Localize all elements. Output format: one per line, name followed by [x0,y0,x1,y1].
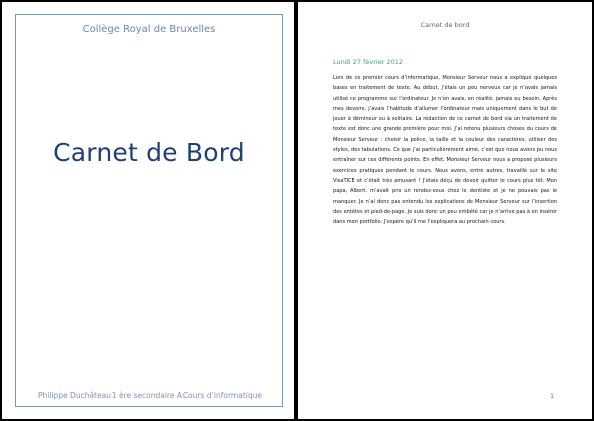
cover-footer [16,391,282,400]
cover-page[interactable] [2,2,294,419]
page-number: 1 [550,393,554,400]
cover-title: Carnet de Bord [53,138,245,167]
cover-footer-course: Cours d’informatique [182,391,262,400]
entry-body-text: Lors de ce premier cours d’informatique, Monsieur Serveur nous a expliqué quelques bases en traitement de texte. Au début, j’étais un peu nerveux car je n’avais jamais utilisé ce programme sur l’ordinateur. Je n’en avais, en réalité, jamais eu besoin. Après mes devoirs, j’avais l’habitude d’allumer l’ordinateur mais uniquement dans le but de jouer à démineur ou à solitaire. La rédaction de ce carnet de bord via un traitement de texte est donc une grande première pour moi. J’ai retenu plusieurs choses du cours de Monsieur Serveur : choisir la police, la taille et la couleur des caractères, utiliser des styles, des tabulations. Ce que j’ai particulièrement aimé, c’est que nous avons pu nous entraîner sur ces différents points. En effet, Monsieur Serveur nous a proposé plusieurs exercices pratiques pendant le cours. Nous avons, entre autres, travaillé sur le site VisaTICE et c’était très amusant ! J’étais déçu de devoir quitter le cours plus tôt. Mon papa, Albert, m’avait pris un rendez-vous chez le dentiste et je ne pouvais pas le manquer. Je n’ai donc pas entendu les explications de Monsieur Serveur sur l’insertion des entêtes et pied-de-page. Je suis donc un peu embêté car je n’arrive pas à en insérer dans mon portfolio. J’espère qu’il me l’expliquera au prochain cours. [333,75,557,226]
entry-date: Lundi 27 février 2012 [333,58,403,66]
cover-footer-author: Philippe Duchâteau [38,391,111,400]
cover-footer-class: 1 ère secondaire A [111,391,182,400]
page-header: Carnet de bord [420,21,470,29]
cover-header-school: Collège Royal de Bruxelles [82,24,216,35]
cover-border [15,14,283,407]
content-page[interactable] [298,2,592,419]
